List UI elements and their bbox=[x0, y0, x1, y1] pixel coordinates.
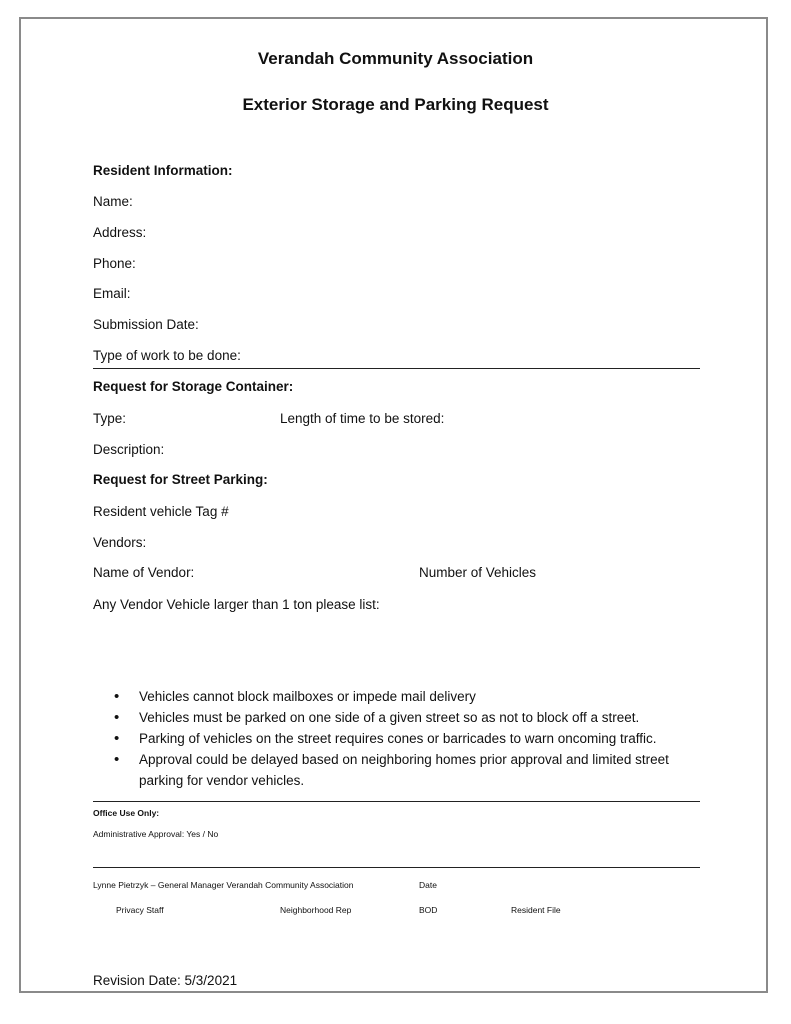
name-field-label: Name: bbox=[93, 194, 133, 209]
signature-date-label: Date bbox=[419, 880, 437, 890]
revision-date: Revision Date: 5/3/2021 bbox=[93, 973, 238, 988]
list-item: • Vehicles cannot block mailboxes or impede mail delivery bbox=[114, 686, 704, 707]
organization-title: Verandah Community Association bbox=[257, 49, 534, 68]
admin-approval-label: Administrative Approval: Yes / No bbox=[93, 829, 219, 839]
large-vehicle-label: Any Vendor Vehicle larger than 1 ton please list: bbox=[93, 597, 380, 612]
vehicle-tag-label: Resident vehicle Tag # bbox=[93, 504, 229, 519]
street-parking-heading: Request for Street Parking: bbox=[93, 472, 268, 487]
office-divider bbox=[93, 801, 700, 802]
vendors-label: Vendors: bbox=[93, 535, 147, 550]
vendor-name-label: Name of Vendor: bbox=[93, 565, 195, 580]
section-divider bbox=[93, 368, 700, 369]
storage-description-label: Description: bbox=[93, 442, 165, 457]
address-field-label: Address: bbox=[93, 225, 147, 240]
work-type-label: Type of work to be done: bbox=[93, 348, 241, 363]
submission-date-label: Submission Date: bbox=[93, 317, 199, 332]
list-item: • Approval could be delayed based on neighboring homes prior approval and limited street parking for vendor vehicles. bbox=[114, 749, 704, 791]
phone-field-label: Phone: bbox=[93, 256, 136, 271]
email-field-label: Email: bbox=[93, 286, 131, 301]
parking-rules-list bbox=[114, 686, 704, 791]
form-title: Exterior Storage and Parking Request bbox=[242, 95, 549, 114]
storage-type-label: Type: bbox=[93, 411, 127, 426]
distribution-bod: BOD bbox=[419, 905, 438, 915]
list-item: • Parking of vehicles on the street requires cones or barricades to warn oncoming traffic. bbox=[114, 728, 704, 749]
list-item: • Vehicles must be parked on one side of a given street so as not to block off a street. bbox=[114, 707, 704, 728]
distribution-resident-file: Resident File bbox=[511, 905, 561, 915]
storage-heading: Request for Storage Container: bbox=[93, 379, 294, 394]
distribution-privacy-staff: Privacy Staff bbox=[116, 905, 164, 915]
office-use-heading: Office Use Only: bbox=[93, 808, 160, 818]
storage-length-label: Length of time to be stored: bbox=[280, 411, 445, 426]
distribution-neighborhood-rep: Neighborhood Rep bbox=[280, 905, 352, 915]
signature-line bbox=[93, 867, 700, 868]
vehicle-count-label: Number of Vehicles bbox=[419, 565, 537, 580]
resident-info-heading: Resident Information: bbox=[93, 163, 233, 178]
manager-signature-label: Lynne Pietrzyk – General Manager Verandah Community Association bbox=[93, 880, 354, 890]
